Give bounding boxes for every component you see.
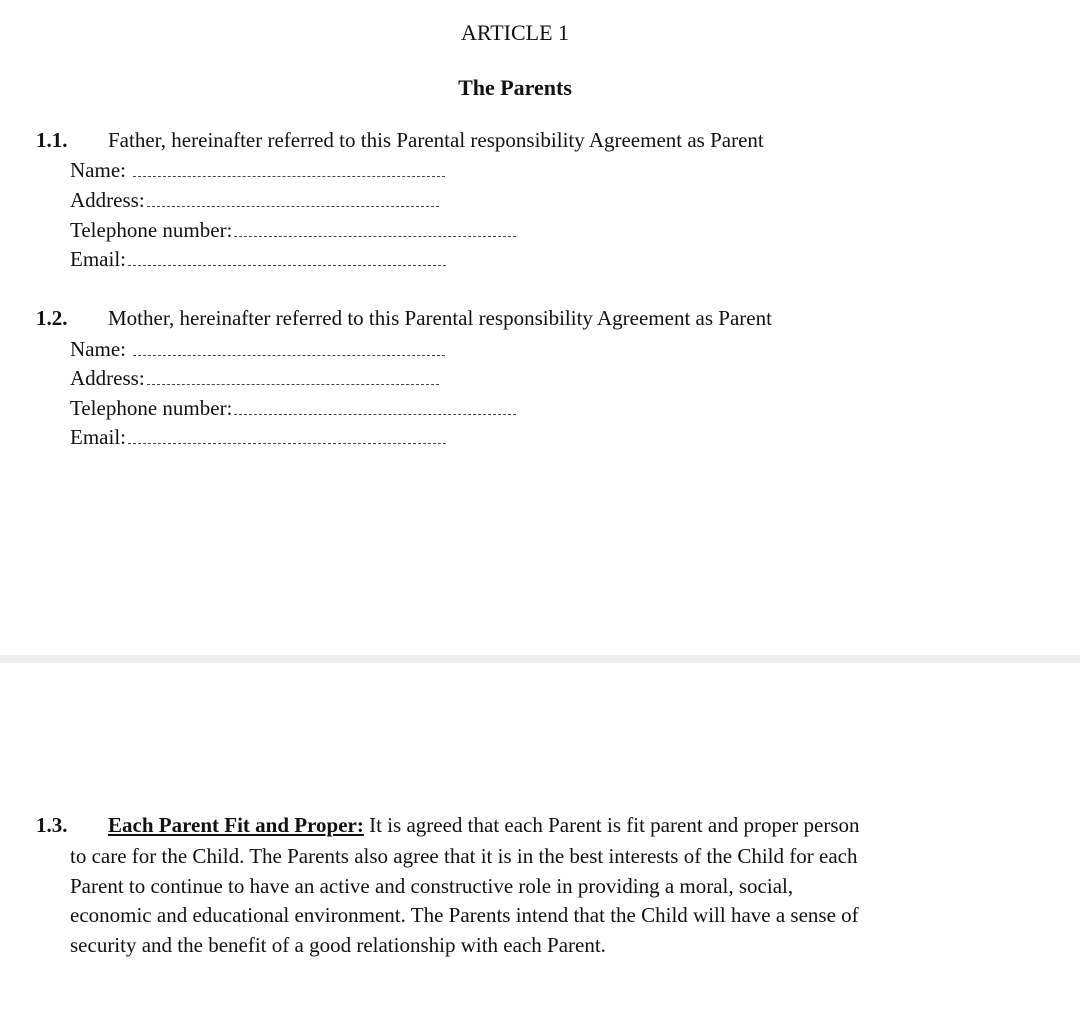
father-name-field[interactable] — [70, 156, 445, 185]
field-label: Name: — [70, 337, 126, 361]
father-telephone-field[interactable] — [70, 216, 516, 245]
page-separator — [0, 655, 1080, 663]
document-page-2 — [0, 663, 1080, 1013]
father-address-field[interactable] — [70, 186, 439, 215]
mother-email-field[interactable] — [70, 423, 446, 452]
mother-address-field[interactable] — [70, 364, 439, 393]
mother-name-field[interactable] — [70, 335, 445, 364]
clause-1-1-heading — [36, 128, 764, 153]
clause-1-2-heading — [36, 306, 772, 331]
clause-3-line: to care for the Child. The Parents also agree that it is in the best interests of the Child for each — [70, 844, 858, 868]
clause-number: 1.1. — [36, 128, 68, 152]
field-label: Address: — [70, 188, 145, 212]
field-label: Telephone number: — [70, 396, 233, 420]
blank-line[interactable] — [147, 367, 439, 385]
mother-telephone-field[interactable] — [70, 394, 516, 423]
clause-3-line: economic and educational environment. The Parents intend that the Child will have a sense of — [70, 903, 859, 927]
clause-3-line: Parent to continue to have an active and constructive role in providing a moral, social, — [70, 873, 794, 898]
field-label: Email: — [70, 425, 126, 449]
clause-text: Mother, hereinafter referred to this Parental responsibility Agreement as Parent — [108, 306, 772, 330]
blank-line[interactable] — [128, 248, 446, 266]
field-label: Telephone number: — [70, 218, 233, 242]
blank-line[interactable] — [234, 397, 516, 415]
blank-line[interactable] — [133, 159, 445, 177]
clause-3-line: security and the benefit of a good relationship with each Parent. — [70, 932, 606, 957]
blank-line[interactable] — [147, 189, 439, 207]
clause-number: 1.2. — [36, 306, 68, 330]
father-email-field[interactable] — [70, 245, 446, 274]
clause-3-first-line: It is agreed that each Parent is fit parent and proper person — [369, 813, 860, 837]
clause-3-title: Each Parent Fit and Proper: — [108, 813, 364, 837]
blank-line[interactable] — [234, 219, 516, 237]
section-heading: The Parents — [458, 75, 572, 100]
clause-number: 1.3. — [36, 813, 68, 837]
field-label: Name: — [70, 158, 126, 182]
field-label: Address: — [70, 366, 145, 390]
blank-line[interactable] — [133, 338, 445, 356]
blank-line[interactable] — [128, 426, 446, 444]
clause-3-body — [70, 842, 1005, 960]
article-title: ARTICLE 1 — [460, 20, 570, 45]
clause-1-3-heading — [36, 813, 860, 838]
clause-text: Father, hereinafter referred to this Parental responsibility Agreement as Parent — [108, 128, 764, 152]
field-label: Email: — [70, 247, 126, 271]
